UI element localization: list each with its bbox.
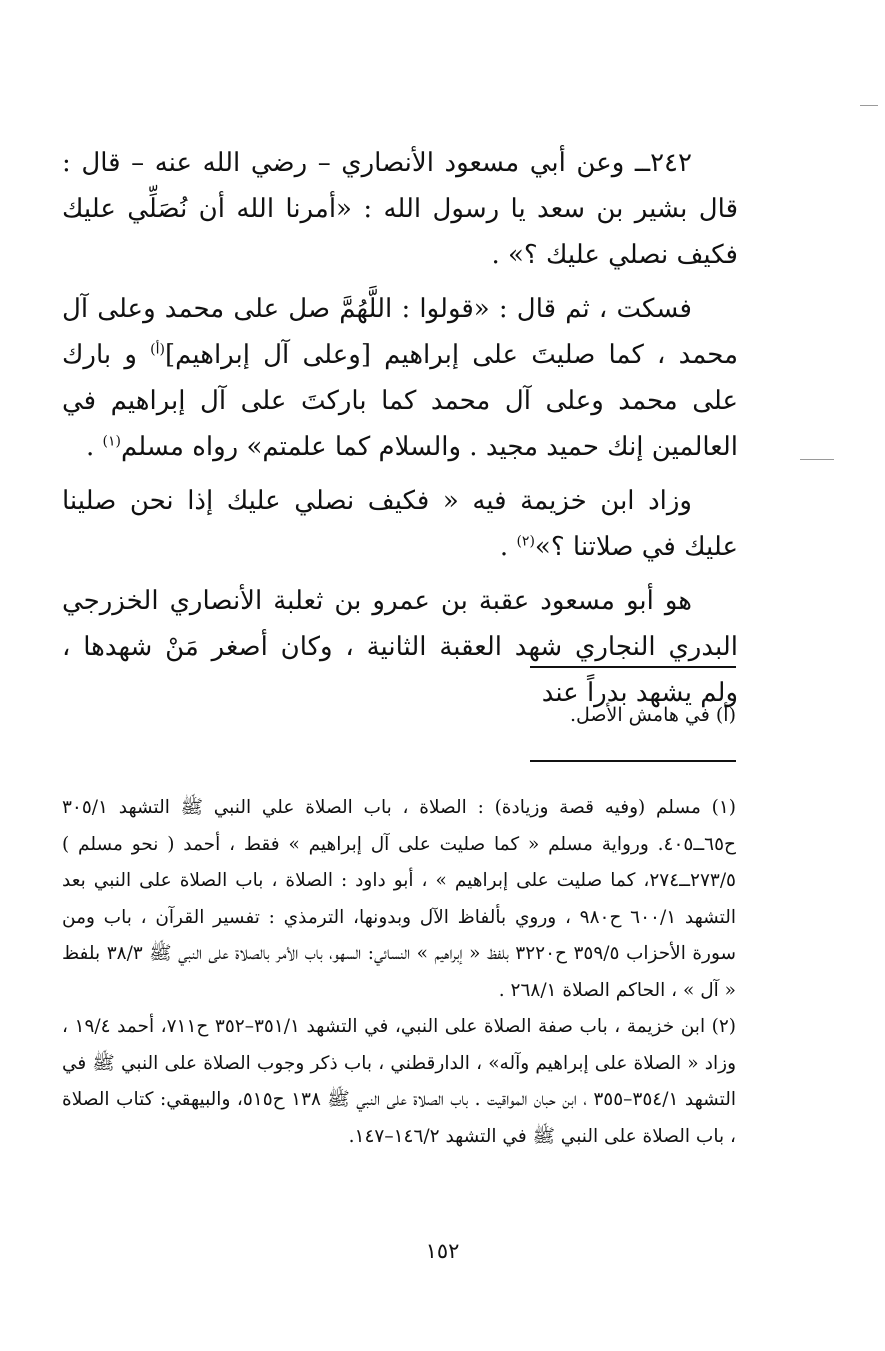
addition-text: وزاد ابن خزيمة فيه « فكيف نصلي عليك إذا نحن صلينا عليك في صلاتنا ؟» [62, 486, 738, 562]
addition-paragraph [62, 478, 738, 570]
footnotes-top-rule [530, 760, 736, 762]
addition-text-end: . [499, 532, 517, 562]
hadith-text-continuation: و بارك على محمد وعلى آل محمد كما باركتَ على آل إبراهيم في العالمين إنك حميد مجيد . والسلام كما علمتم» رواه مسلم [62, 340, 738, 462]
footnote-ref-2: (٢) [516, 533, 535, 550]
main-text [62, 140, 738, 724]
hadith-paragraph: ٢٤٢ــ وعن أبي مسعود الأنصاري – رضي الله عنه – قال : قال بشير بن سعد يا رسول الله : «أمرنا الله أن نُصَلِّي عليك فكيف نصلي عليك ؟» . [62, 148, 738, 270]
footnote-ref-1: (١) [102, 433, 121, 450]
page-number: ١٥٢ [425, 1239, 460, 1263]
hadith-text-paragraph [62, 286, 738, 470]
scan-mark-middle-right [800, 459, 834, 460]
biography-paragraph: هو أبو مسعود عقبة بن عمرو بن ثعلبة الأنصاري الخزرجي البدري النجاري شهد العقبة الثانية ، وكان أصغر مَنْ شهدها ، ولم يشهد بدراً عند [62, 586, 738, 708]
footnote-1: (١) مسلم (وفيه قصة وزيادة) : الصلاة ، باب الصلاة علي النبي ﷺ التشهد ٣٠٥/١ ح٦٥ــ٤٠٥. ورواية مسلم « كما صليت على آل إبراهيم » فقط ، أحمد ( نحو مسلم ) ٢٧٣/٥ــ٢٧٤، كما صليت على إبراهيم » ، أبو داود : الصلاة ، باب الصلاة على النبي بعد التشهد ٦٠٠/١ ح٩٨٠ ، وروي بألفاظ الآل وبدونها، الترمذي : تفسير القرآن ، باب ومن سورة الأحزاب ٣٥٩/٥ ح٣٢٢٠ بلفظ « إبراهيم » النسائي: السهو، باب الأمر بالصلاة على النبي ﷺ ٣٨/٣ بلفظ « آل » ، الحاكم الصلاة ٢٦٨/١ . [62, 797, 737, 1001]
scan-mark-top-right [860, 105, 878, 106]
footnotes [62, 790, 736, 1155]
margin-note-top-rule [530, 666, 736, 668]
footnote-2: (٢) ابن خزيمة ، باب صفة الصلاة على النبي، في التشهد ٣٥١/١–٣٥٢ ح٧١١، أحمد ١٩/٤ ، وزاد « الصلاة على إبراهيم وآله» ، الدارقطني ، باب ذكر وجوب الصلاة على النبي ﷺ في التشهد ٣٥٤/١–٣٥٥ ، ابن حبان المواقيت . باب الصلاة على النبي ﷺ ١٣٨ ح٥١٥، والبيهقي: كتاب الصلاة ، باب الصلاة على النبي ﷺ في التشهد ١٤٦/٢–١٤٧. [62, 1016, 736, 1147]
hadith-text-start: فسكت ، ثم قال : «قولوا : اللَّهُمَّ صل على محمد وعلى آل محمد ، كما صليتَ على إبراهيم [وعلى آل إبراهيم] [62, 294, 739, 370]
margin-note: (أ) في هامش الأصل. [569, 704, 736, 726]
margin-note-marker: (أ) [150, 341, 165, 358]
hadith-text-end: . [85, 432, 103, 462]
